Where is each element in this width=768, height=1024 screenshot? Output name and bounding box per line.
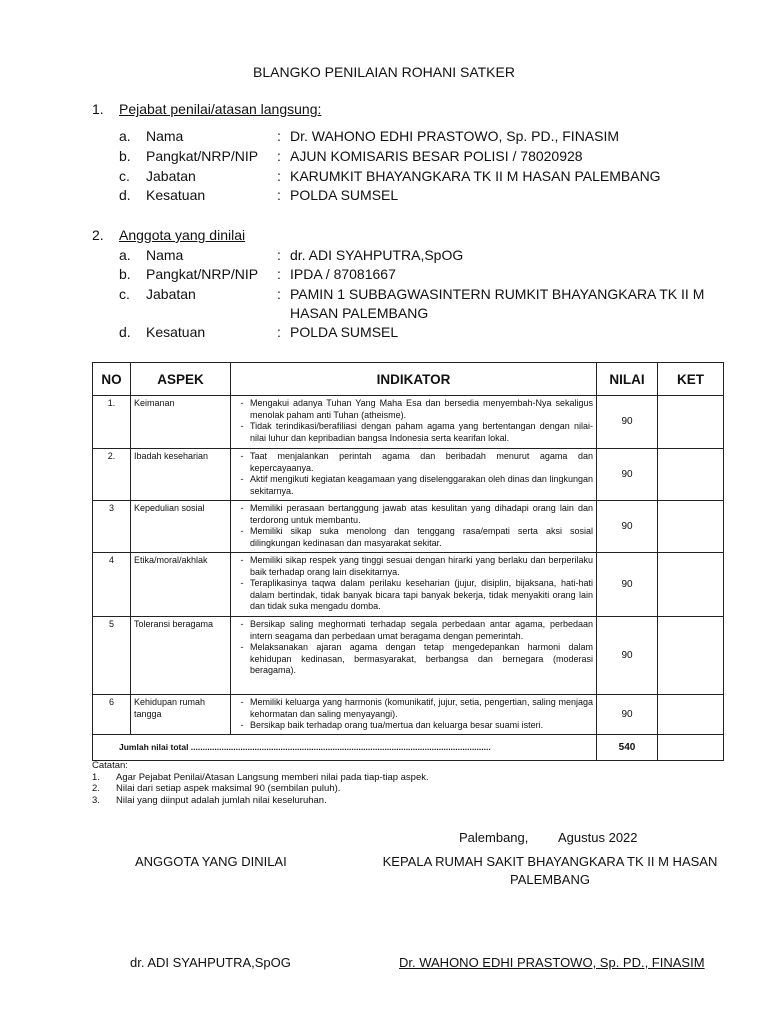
table-header-row <box>93 363 724 396</box>
right-signatory-name: Dr. WAHONO EDHI PRASTOWO, Sp. PD., FINASIM <box>399 955 705 970</box>
row-aspek: Keimanan <box>131 396 231 449</box>
indicator-item: Bersikap saling meghormati terhadap segala perbedaan antar agama, perbedaan intern seagama dan perbedaan umat beragama dengan pemerintah. <box>250 619 593 641</box>
field-letter: a. <box>119 247 131 263</box>
field-letter: b. <box>119 148 131 164</box>
field-colon: : <box>277 324 281 340</box>
signature-place: Palembang, <box>459 830 529 845</box>
field-letter: d. <box>119 324 131 340</box>
section1-field-rank <box>119 147 739 166</box>
row-ket <box>658 396 724 449</box>
assessment-table <box>92 362 724 761</box>
row-indikator: - Mengakui adanya Tuhan Yang Maha Esa dan bersedia menyembah-Nya sekaligus menolak paham anti Tuhan (atheisme). - Tidak terindikasi/berafiliasi dengan paham agama yang bertentangan dengan nilai-nilai luhur dan kepribadian bangsa Indonesia serta kearifan lokal. <box>231 396 597 449</box>
field-letter: b. <box>119 266 131 282</box>
right-signatory-title-line2: PALEMBANG <box>510 872 590 887</box>
section2-field-position <box>119 285 739 323</box>
note-number: 2. <box>92 783 100 794</box>
indicator-item: Mengakui adanya Tuhan Yang Maha Esa dan bersedia menyembah-Nya sekaligus menolak paham anti Tuhan (atheisme). <box>250 398 593 420</box>
field-value: IPDA / 87081667 <box>290 266 396 282</box>
field-colon: : <box>277 266 281 282</box>
field-letter: c. <box>119 286 130 302</box>
field-colon: : <box>277 187 281 203</box>
left-signatory-title: ANGGOTA YANG DINILAI <box>135 854 287 869</box>
header-nilai: NILAI <box>597 363 658 396</box>
section2-field-unit <box>119 323 739 342</box>
field-value: dr. ADI SYAHPUTRA,SpOG <box>290 247 464 263</box>
field-label: Kesatuan <box>146 187 206 203</box>
field-letter: a. <box>119 128 131 144</box>
section1-number: 1. <box>92 101 104 117</box>
header-aspek: ASPEK <box>131 363 231 396</box>
field-colon: : <box>277 128 281 144</box>
row-nilai: 90 <box>597 396 658 449</box>
row-aspek: Kepedulian sosial <box>131 501 231 553</box>
table-row <box>93 695 724 735</box>
section2-heading: Anggota yang dinilai <box>119 227 246 243</box>
notes <box>92 760 429 806</box>
indicator-item: Tidak terindikasi/berafiliasi dengan paham agama yang bertentangan dengan nilai-nilai luhur dan kepribadian bangsa Indonesia serta kearifan lokal. <box>250 421 593 443</box>
row-indikator: - Memiliki perasaan bertanggung jawab atas kesulitan yang dihadapi orang lain dan terdorong untuk membantu. - Memiliki sikap suka menolong dan tenggang rasa/empati serta aksi sosial dilingkungan kedinasan dan masyarakat sekitar. <box>231 501 597 553</box>
row-ket <box>658 501 724 553</box>
row-ket <box>658 449 724 501</box>
total-ket <box>658 735 724 761</box>
field-label: Kesatuan <box>146 324 206 340</box>
field-value: Dr. WAHONO EDHI PRASTOWO, Sp. PD., FINASIM <box>290 128 620 144</box>
field-label: Nama <box>146 247 184 263</box>
row-no: 2. <box>93 449 131 501</box>
field-value: POLDA SUMSEL <box>290 187 399 203</box>
row-no: 3 <box>93 501 131 553</box>
row-indikator: - Taat menjalankan perintah agama dan beribadah menurut agama dan kepercayaanya. - Aktif mengikuti kegiatan keagamaan yang diselenggarakan oleh dinas dan lingkungan sekitarnya. <box>231 449 597 501</box>
row-nilai: 90 <box>597 617 658 695</box>
table-row <box>93 553 724 617</box>
field-colon: : <box>277 148 281 164</box>
row-ket <box>658 553 724 617</box>
row-indikator: - Memiliki keluarga yang harmonis (komunikatif, jujur, setia, pengertian, saling menjaga kehormatan dan saling menyayangi). - Bersikap baik terhadap orang tua/mertua dan keluarga besar suami isteri. <box>231 695 597 735</box>
indicator-item: Aktif mengikuti kegiatan keagamaan yang diselenggarakan oleh dinas dan lingkungan sekitarnya. <box>250 474 593 496</box>
field-letter: d. <box>119 187 131 203</box>
field-label: Pangkat/NRP/NIP <box>146 148 259 164</box>
section1-heading: Pejabat penilai/atasan langsung: <box>119 101 322 117</box>
note-text: Agar Pejabat Penilai/Atasan Langsung memberi nilai pada tiap-tiap aspek. <box>116 771 429 783</box>
row-aspek: Etika/moral/akhlak <box>131 553 231 617</box>
row-nilai: 90 <box>597 501 658 553</box>
table-row <box>93 449 724 501</box>
row-no: 4 <box>93 553 131 617</box>
note-number: 3. <box>92 794 100 806</box>
row-no: 1. <box>93 396 131 449</box>
section1-field-position <box>119 167 739 186</box>
total-row <box>93 735 724 761</box>
field-colon: : <box>277 247 281 263</box>
header-ket: KET <box>658 363 724 396</box>
document-title: BLANGKO PENILAIAN ROHANI SATKER <box>253 64 515 80</box>
right-signatory-title-line1: KEPALA RUMAH SAKIT BHAYANGKARA TK II M HASAN <box>382 854 718 869</box>
field-colon: : <box>277 168 281 184</box>
header-no: NO <box>93 363 131 396</box>
row-nilai: 90 <box>597 553 658 617</box>
indicator-item: Taat menjalankan perintah agama dan beribadah menurut agama dan kepercayaanya. <box>250 451 593 473</box>
indicator-item: Memiliki perasaan bertanggung jawab atas kesulitan yang dihadapi orang lain dan terdorong untuk membantu. <box>250 503 593 525</box>
field-label: Nama <box>146 128 184 144</box>
section1-field-name <box>119 127 739 146</box>
row-aspek: Kehidupan rumah tangga <box>131 695 231 735</box>
field-value: PAMIN 1 SUBBAGWASINTERN RUMKIT BHAYANGKARA TK II M HASAN PALEMBANG <box>290 286 705 321</box>
row-no: 6 <box>93 695 131 735</box>
left-signatory-name: dr. ADI SYAHPUTRA,SpOG <box>130 955 291 970</box>
field-label: Jabatan <box>146 168 196 184</box>
section2-field-rank <box>119 265 739 284</box>
note-item <box>92 783 429 795</box>
note-item <box>92 795 429 807</box>
indicator-item: Memiliki sikap suka menolong dan tenggang rasa/empati serta aksi sosial dilingkungan kedinasan dan masyarakat sekitar. <box>250 526 593 548</box>
row-ket <box>658 617 724 695</box>
signature-date: Agustus 2022 <box>558 830 638 845</box>
row-indikator: - Memiliki sikap respek yang tinggi sesuai dengan hirarki yang berlaku dan berperilaku baik terhadap orang lain disekitarnya. - Teraplikasinya taqwa dalam perilaku keseharian (jujur, disiplin, bijaksana, hati-hati dalam bertindak, tidak banyak bicara tapi banyak bekerja, tidak menyakiti orang lain dan tidak suka mengadu domba. <box>231 553 597 617</box>
field-value: POLDA SUMSEL <box>290 324 399 340</box>
indicator-item: Memiliki sikap respek yang tinggi sesuai dengan hirarki yang berlaku dan berperilaku baik terhadap orang lain disekitarnya. <box>250 555 593 577</box>
row-nilai: 90 <box>597 695 658 735</box>
notes-heading: Catatan: <box>92 760 128 771</box>
table-row <box>93 617 724 695</box>
field-value: AJUN KOMISARIS BESAR POLISI / 78020928 <box>290 148 583 164</box>
field-label: Jabatan <box>146 286 196 302</box>
row-aspek: Ibadah keseharian <box>131 449 231 501</box>
section2-number: 2. <box>92 227 104 243</box>
note-text: Nilai yang diinput adalah jumlah nilai keseluruhan. <box>116 794 327 806</box>
note-number: 1. <box>92 771 100 783</box>
field-letter: c. <box>119 168 130 184</box>
row-no: 5 <box>93 617 131 695</box>
field-label: Pangkat/NRP/NIP <box>146 266 259 282</box>
row-ket <box>658 695 724 735</box>
section1-field-unit <box>119 186 739 205</box>
total-value: 540 <box>597 735 658 761</box>
note-text: Nilai dari setiap aspek maksimal 90 (sembilan puluh). <box>116 783 341 794</box>
note-item <box>92 772 429 784</box>
field-value: KARUMKIT BHAYANGKARA TK II M HASAN PALEMBANG <box>290 168 661 184</box>
table-row <box>93 501 724 553</box>
indicator-item: Memiliki keluarga yang harmonis (komunikatif, jujur, setia, pengertian, saling menjaga kehormatan dan saling menyayangi). <box>250 697 593 719</box>
indicator-item: Bersikap baik terhadap orang tua/mertua dan keluarga besar suami isteri. <box>250 720 544 731</box>
row-indikator: - Bersikap saling meghormati terhadap segala perbedaan antar agama, perbedaan intern seagama dan perbedaan umat beragama dengan pemerintah. - Melaksanakan ajaran agama dengan tetap mengedepankan harmoni dalam kehidupan kedinasan, bermasyarakat, berbangsa dan bernegara (moderasi beragama). <box>231 617 597 695</box>
indicator-item: Melaksanakan ajaran agama dengan tetap mengedepankan harmoni dalam kehidupan kedinasan, bermasyarakat, berbangsa dan bernegara (moderasi beragama). <box>250 642 593 676</box>
row-aspek: Toleransi beragama <box>131 617 231 695</box>
row-nilai: 90 <box>597 449 658 501</box>
table-row <box>93 396 724 449</box>
field-colon: : <box>277 286 281 302</box>
indicator-item: Teraplikasinya taqwa dalam perilaku keseharian (jujur, disiplin, bijaksana, hati-hati dalam bertindak, tidak banyak bicara tapi banyak bekerja, tidak menyakiti orang lain dan tidak suka mengadu domba. <box>250 578 593 612</box>
section2-field-name <box>119 246 739 265</box>
header-indikator: INDIKATOR <box>231 363 597 396</box>
total-label: Jumlah nilai total ............................................................................................................................... <box>93 735 597 761</box>
